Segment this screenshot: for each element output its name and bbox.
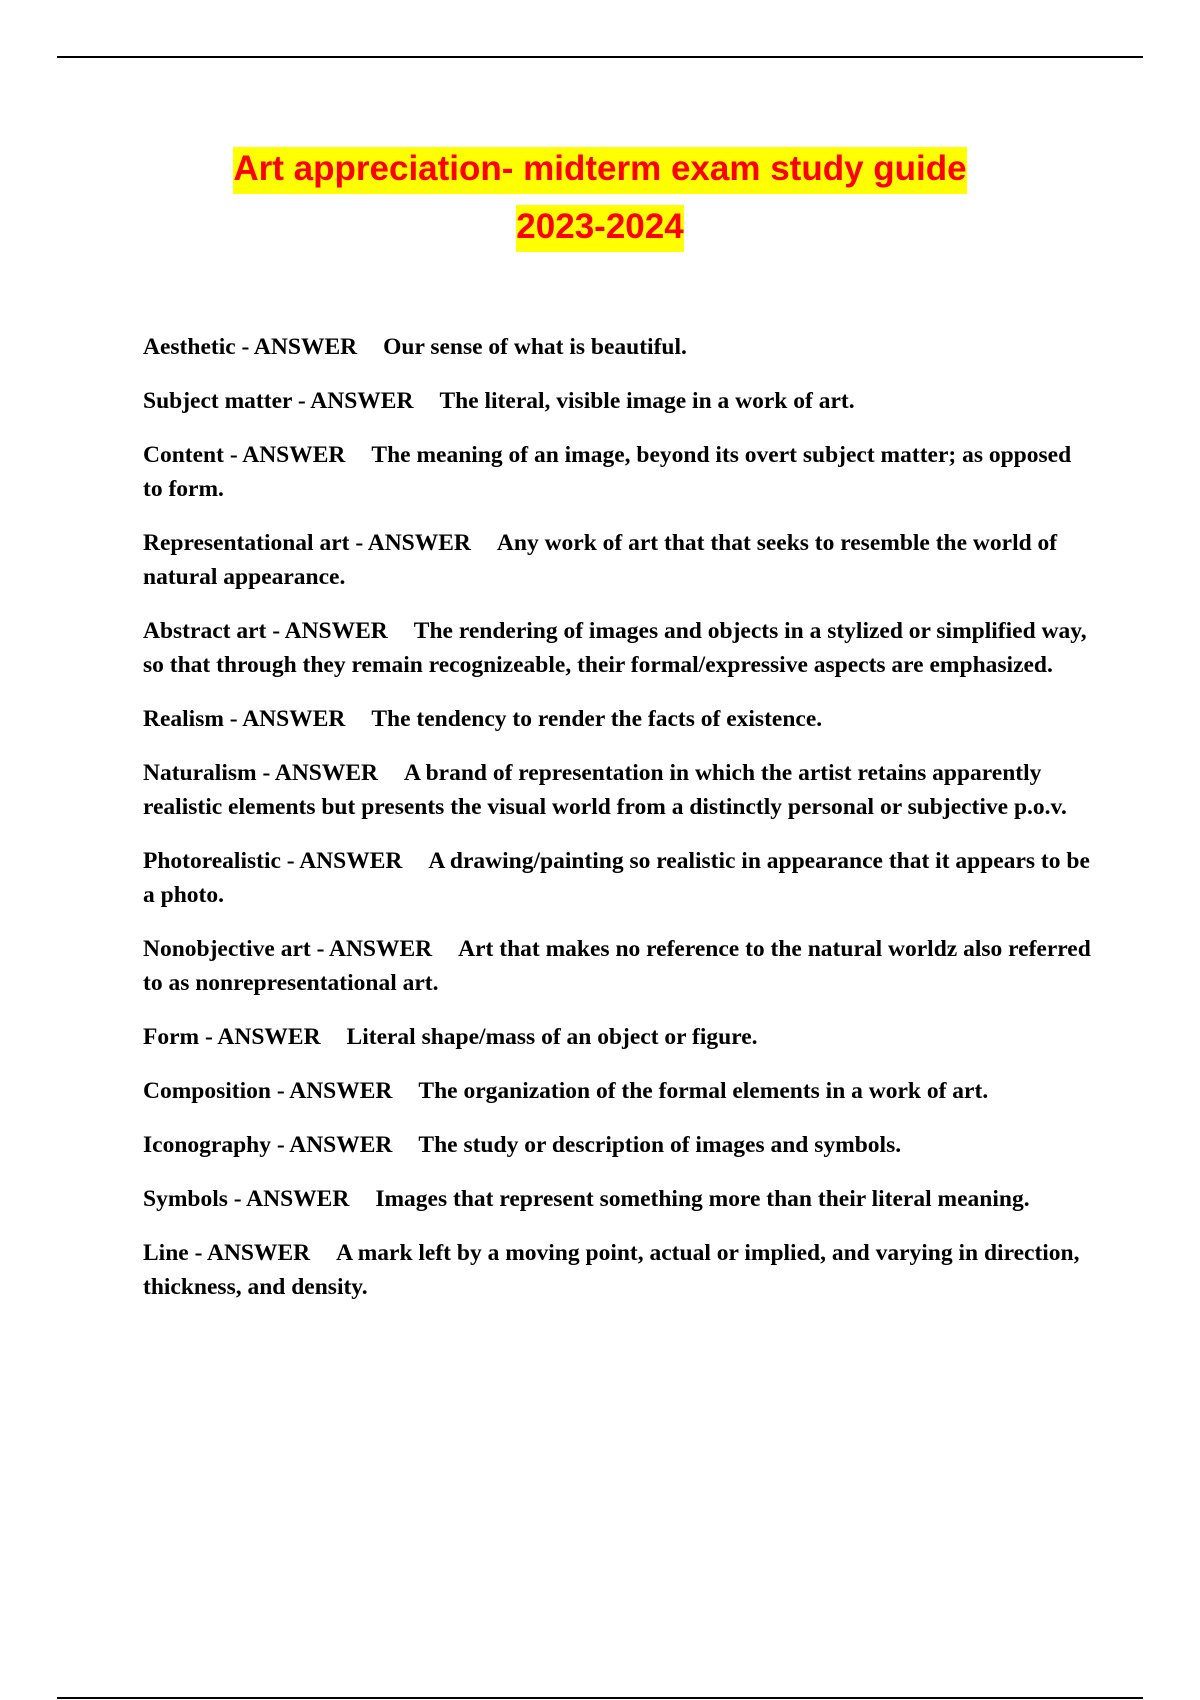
glossary-entry — [143, 1020, 1093, 1054]
glossary-entry — [143, 844, 1093, 912]
glossary-entry — [143, 1236, 1093, 1304]
entry-definition: A brand of representation in which the artist retains apparently realistic elements but presents the visual world from a distinctly personal or subjective p.o.v. — [143, 760, 1067, 820]
entry-definition: The study or description of images and symbols. — [418, 1132, 902, 1158]
entry-term: Composition - ANSWER — [143, 1078, 393, 1104]
entry-term: Aesthetic - ANSWER — [143, 334, 358, 360]
glossary-entry — [143, 1128, 1093, 1162]
entry-term: Representational art - ANSWER — [143, 530, 471, 556]
glossary-list — [143, 330, 1093, 1324]
glossary-entry — [143, 438, 1093, 506]
entry-term: Form - ANSWER — [143, 1024, 321, 1050]
glossary-entry — [143, 526, 1093, 594]
entry-definition: The literal, visible image in a work of art. — [439, 388, 855, 414]
bottom-rule — [57, 1697, 1143, 1699]
entry-term: Photorealistic - ANSWER — [143, 848, 403, 874]
glossary-entry — [143, 330, 1093, 364]
top-rule — [57, 56, 1143, 58]
entry-term: Subject matter - ANSWER — [143, 388, 414, 414]
entry-definition: Any work of art that that seeks to resemble the world of natural appearance. — [143, 530, 1058, 590]
entry-term: Nonobjective art - ANSWER — [143, 936, 433, 962]
entry-definition: The rendering of images and objects in a stylized or simplified way, so that through they remain recognizeable, their formal/expressive aspects are emphasized. — [143, 618, 1087, 678]
entry-term: Abstract art - ANSWER — [143, 618, 388, 644]
glossary-entry — [143, 702, 1093, 736]
title-line-1: Art appreciation- midterm exam study guide — [233, 147, 966, 194]
document-title — [0, 140, 1200, 256]
entry-definition: The meaning of an image, beyond its overt subject matter; as opposed to form. — [143, 442, 1072, 502]
entry-term: Realism - ANSWER — [143, 706, 346, 732]
glossary-entry — [143, 756, 1093, 824]
entry-definition: Literal shape/mass of an object or figure. — [346, 1024, 758, 1050]
entry-definition: The tendency to render the facts of existence. — [371, 706, 823, 732]
glossary-entry — [143, 384, 1093, 418]
entry-term: Line - ANSWER — [143, 1240, 311, 1266]
entry-definition: A drawing/painting so realistic in appearance that it appears to be a photo. — [143, 848, 1090, 908]
glossary-entry — [143, 1074, 1093, 1108]
entry-definition: The organization of the formal elements in a work of art. — [418, 1078, 989, 1104]
glossary-entry — [143, 614, 1093, 682]
entry-definition: Images that represent something more than their literal meaning. — [375, 1186, 1030, 1212]
entry-definition: Art that makes no reference to the natural worldz also referred to as nonrepresentational art. — [143, 936, 1091, 996]
glossary-entry — [143, 1182, 1093, 1216]
glossary-entry — [143, 932, 1093, 1000]
entry-definition: Our sense of what is beautiful. — [383, 334, 687, 360]
entry-term: Iconography - ANSWER — [143, 1132, 393, 1158]
entry-term: Symbols - ANSWER — [143, 1186, 350, 1212]
entry-term: Content - ANSWER — [143, 442, 346, 468]
title-line-2: 2023-2024 — [516, 205, 683, 252]
entry-definition: A mark left by a moving point, actual or implied, and varying in direction, thickness, and density. — [143, 1240, 1080, 1300]
entry-term: Naturalism - ANSWER — [143, 760, 379, 786]
